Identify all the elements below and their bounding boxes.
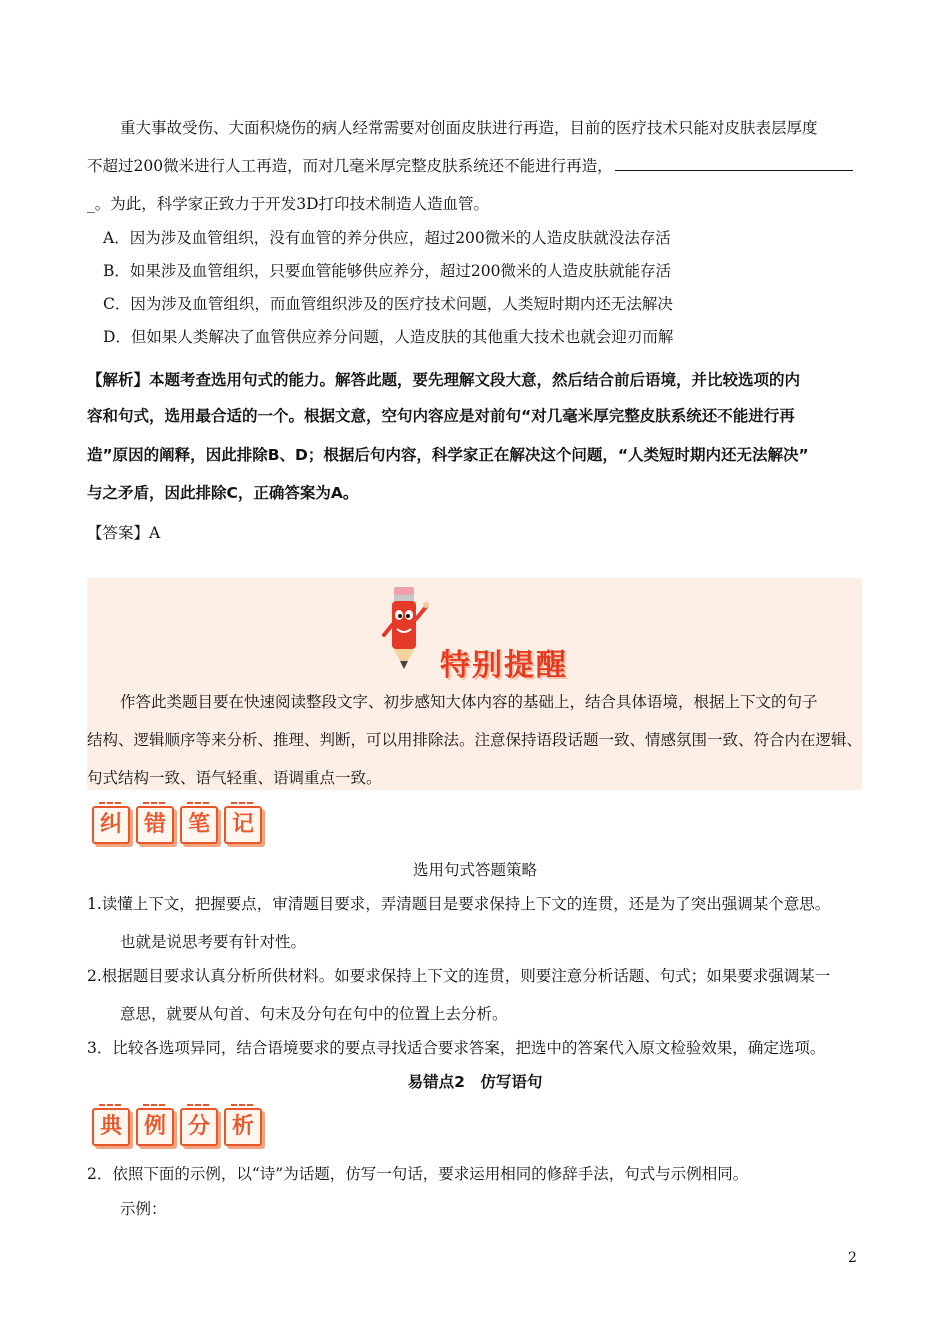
- answer-label: 【答案】A: [87, 524, 161, 542]
- analysis-line3: 造”原因的阐释，因此排除B、D；根据后句内容，科学家正在解决这个问题，“人类短时期内还无法解决”: [87, 446, 809, 464]
- strategy-item1-cont: 也就是说思考要有针对性。: [120, 933, 307, 951]
- strategy-item1: 1.读懂上下文，把握要点，审清题目要求，弄清题目是要求保持上下文的连贯，还是为了突出强调某个意思。: [87, 895, 831, 913]
- stamp-char: 析: [224, 1108, 262, 1146]
- q2-example-label: 示例：: [120, 1200, 167, 1218]
- q2-stem: 2．依照下面的示例，以“诗”为话题，仿写一句话，要求运用相同的修辞手法，句式与示例相同。: [87, 1165, 749, 1183]
- analysis-line1: 【解析】本题考查选用句式的能力。解答此题，要先理解文段大意，然后结合前后语境，并比较选项的内: [87, 371, 801, 389]
- stamp-char: 典: [92, 1108, 130, 1146]
- answer-blank: [615, 156, 853, 171]
- strategy-item3: 3．比较各选项异同，结合语境要求的要点寻找适合要求答案，把选中的答案代入原文检验效果，确定选项。: [87, 1039, 826, 1057]
- section2-title: 易错点2 仿写语句: [407, 1073, 543, 1091]
- tip-line3: 句式结构一致、语气轻重、语调重点一致。: [87, 769, 382, 787]
- tip-title: 特别提醒: [440, 648, 568, 683]
- option-a: A．因为涉及血管组织，没有血管的养分供应，超过200微米的人造皮肤就没法存活: [103, 229, 671, 247]
- option-d: D．但如果人类解决了血管供应养分问题，人造皮肤的其他重大技术也就会迎刃而解: [103, 328, 674, 346]
- stamp-char: 纠: [92, 806, 130, 844]
- strategy-item2: 2.根据题目要求认真分析所供材料。如要求保持上下文的连贯，则要注意分析话题、句式；如果要求强调某一: [87, 967, 831, 985]
- example-header: [92, 1108, 262, 1146]
- pencil-mascot-icon: [380, 585, 430, 673]
- tip-line1: 作答此类题目要在快速阅读整段文字、初步感知大体内容的基础上，结合具体语境，根据上下文的句子: [120, 693, 818, 711]
- strategy-item2-cont: 意思，就要从句首、句末及分句在句中的位置上去分析。: [120, 1005, 508, 1023]
- page-number: 2: [848, 1250, 857, 1266]
- strategy-title: 选用句式答题策略: [412, 861, 537, 879]
- tip-line2: 结构、逻辑顺序等来分析、推理、判断，可以用排除法。注意保持语段话题一致、情感氛围一致、符合内在逻辑、: [87, 731, 863, 749]
- option-b: B．如果涉及血管组织，只要血管能够供应养分，超过200微米的人造皮肤就能存活: [103, 262, 671, 280]
- stamp-char: 例: [136, 1108, 174, 1146]
- analysis-line2: 容和句式，选用最合适的一个。根据文意，空句内容应是对前句“对几毫米厚完整皮肤系统还不能进行再: [87, 407, 795, 425]
- q1-stem-line2: 不超过200微米进行人工再造，而对几毫米厚完整皮肤系统还不能进行再造，: [87, 156, 853, 176]
- tip-box: [87, 578, 862, 790]
- stamp-char: 错: [136, 806, 174, 844]
- stamp-char: 笔: [180, 806, 218, 844]
- notes-header: [92, 806, 262, 844]
- stamp-char: 分: [180, 1108, 218, 1146]
- option-c: C．因为涉及血管组织，而血管组织涉及的医疗技术问题，人类短时期内还无法解决: [103, 295, 673, 313]
- stamp-char: 记: [224, 806, 262, 844]
- q1-stem-line1: 重大事故受伤、大面积烧伤的病人经常需要对创面皮肤进行再造，目前的医疗技术只能对皮肤表层厚度: [120, 119, 818, 137]
- q1-stem-line3: _。为此，科学家正致力于开发3D打印技术制造人造血管。: [87, 195, 490, 213]
- analysis-line4: 与之矛盾，因此排除C，正确答案为A。: [87, 484, 359, 502]
